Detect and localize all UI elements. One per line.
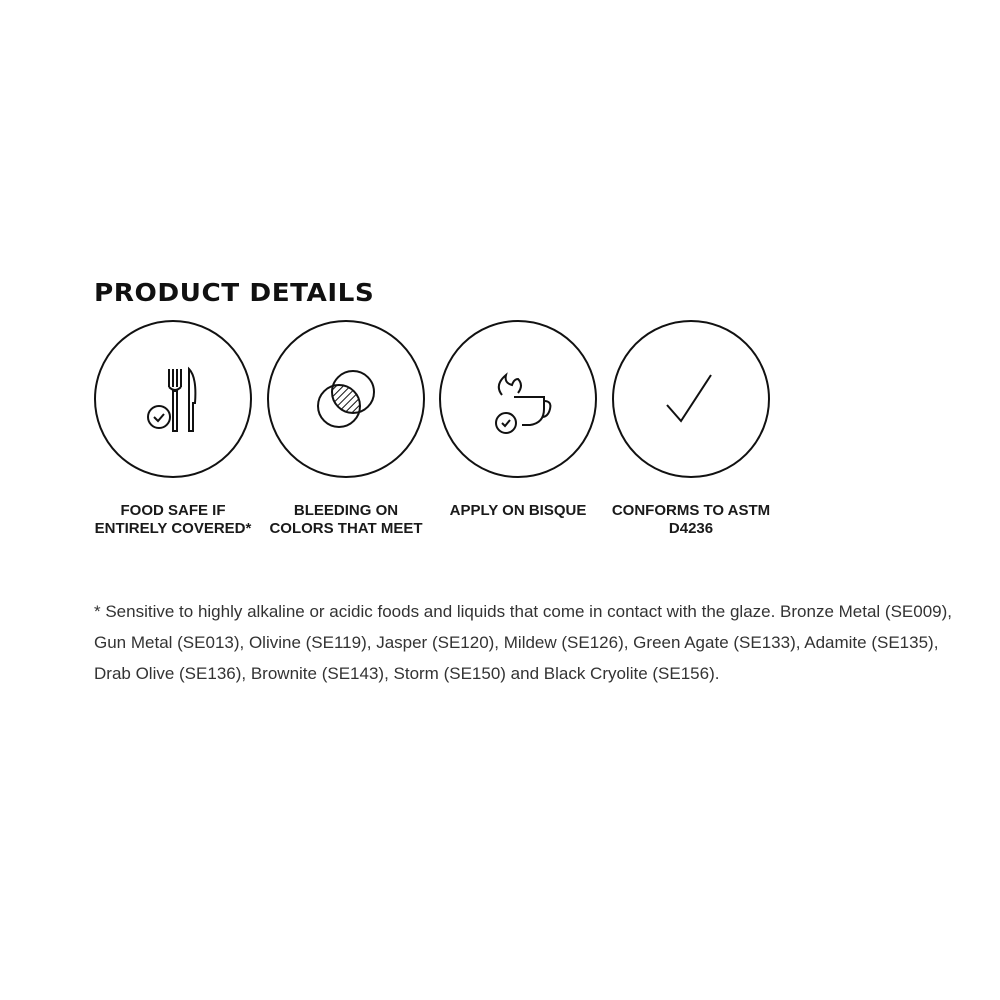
bisque-cup-icon — [439, 320, 597, 478]
feature-label: CONFORMS TO ASTM D4236 — [611, 502, 771, 537]
feature-label: FOOD SAFE IF ENTIRELY COVERED* — [94, 502, 252, 537]
feature-astm — [611, 320, 771, 538]
page-title: PRODUCT DETAILS — [94, 278, 375, 307]
bleeding-colors-icon — [267, 320, 425, 478]
feature-label: BLEEDING ON COLORS THAT MEET — [269, 502, 423, 537]
food-safe-icon — [94, 320, 252, 478]
feature-bisque — [438, 320, 598, 520]
feature-label: APPLY ON BISQUE — [449, 502, 587, 519]
checkmark-icon — [612, 320, 770, 478]
footnote: * Sensitive to highly alkaline or acidic foods and liquids that come in contact with the glaze. Bronze Metal (SE009), Gun Metal (SE013), Olivine (SE119), Jasper (SE120), Mildew (SE126), Green Agate (SE133), Adamite (SE135), Drab Olive (SE136), Brownite (SE143), Storm (SE150) and Black Cryolite (SE156). — [94, 602, 953, 683]
feature-food-safe — [93, 320, 253, 538]
feature-bleeding — [266, 320, 426, 538]
